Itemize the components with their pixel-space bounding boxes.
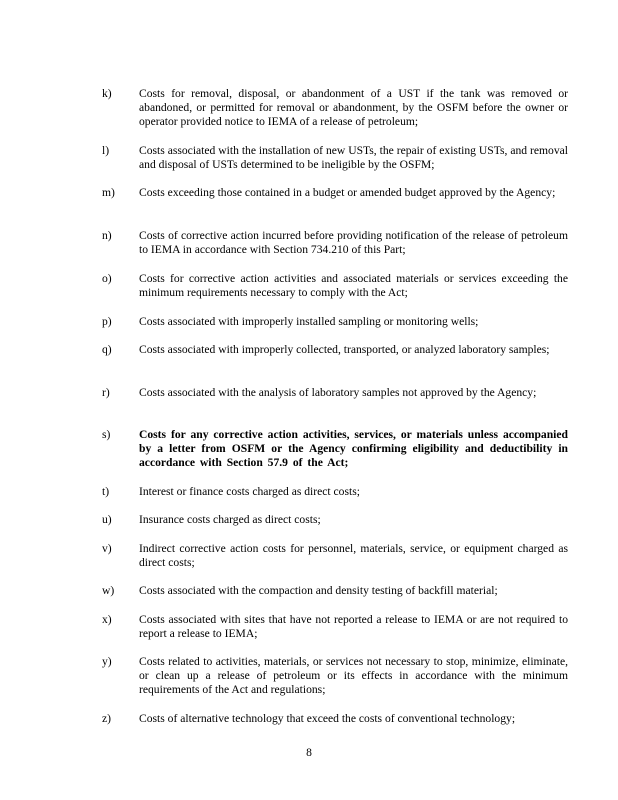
item-label: z) bbox=[102, 712, 112, 725]
item-label: r) bbox=[102, 386, 110, 399]
item-text: Costs related to activities, materials, or services not necessary to stop, minimize, eliminate, or clean up a release of petroleum or its effects in accordance with the minimum requirements of the Act and regulations; bbox=[139, 655, 568, 696]
item-label: x) bbox=[102, 613, 112, 626]
item-text: Costs exceeding those contained in a budget or amended budget approved by the Agency; bbox=[139, 186, 556, 199]
item-label: m) bbox=[102, 186, 115, 199]
item-text: Insurance costs charged as direct costs; bbox=[139, 513, 321, 526]
item-text: Interest or finance costs charged as direct costs; bbox=[139, 485, 360, 498]
item-label: k) bbox=[102, 87, 112, 100]
item-text: Costs for corrective action activities and associated materials or services exceeding the minimum requirements necessary to comply with the Act; bbox=[139, 272, 568, 299]
page-number: 8 bbox=[306, 746, 312, 759]
item-text: Costs associated with the compaction and density testing of backfill material; bbox=[139, 584, 498, 597]
item-label: n) bbox=[102, 229, 112, 242]
item-text: Costs associated with the analysis of laboratory samples not approved by the Agency; bbox=[139, 386, 537, 399]
item-text: Costs of corrective action incurred before providing notification of the release of petroleum to IEMA in accordance with Section 734.210 of this Part; bbox=[139, 229, 568, 256]
item-label: u) bbox=[102, 513, 112, 526]
item-label: v) bbox=[102, 542, 112, 555]
item-label: w) bbox=[102, 584, 115, 597]
item-label: l) bbox=[102, 144, 110, 157]
item-text: Indirect corrective action costs for personnel, materials, service, or equipment charged as direct costs; bbox=[139, 542, 568, 569]
item-text: Costs for removal, disposal, or abandonment of a UST if the tank was removed or abandoned, or permitted for removal or abandonment, by the OSFM before the owner or operator provided notice to IEMA of a release of petroleum; bbox=[139, 87, 568, 128]
item-label: t) bbox=[102, 485, 110, 498]
item-text: Costs associated with sites that have not reported a release to IEMA or are not required to report a release to IEMA; bbox=[139, 613, 568, 640]
item-text: Costs of alternative technology that exceed the costs of conventional technology; bbox=[139, 712, 516, 725]
item-text: Costs associated with improperly collected, transported, or analyzed laboratory samples; bbox=[139, 343, 550, 356]
item-label: p) bbox=[102, 315, 112, 328]
item-label: y) bbox=[102, 655, 112, 668]
item-text: Costs associated with the installation of new USTs, the repair of existing USTs, and removal and disposal of USTs determined to be ineligible by the OSFM; bbox=[139, 144, 568, 171]
item-label: o) bbox=[102, 272, 112, 285]
item-label: q) bbox=[102, 343, 112, 356]
item-text: Costs associated with improperly installed sampling or monitoring wells; bbox=[139, 315, 479, 328]
item-label: s) bbox=[102, 428, 111, 441]
item-text: Costs for any corrective action activities, services, or materials unless accompanied by a letter from OSFM or the Agency confirming eligibility and deductibility in accordance with Section 57.9 of the Act; bbox=[139, 428, 568, 469]
